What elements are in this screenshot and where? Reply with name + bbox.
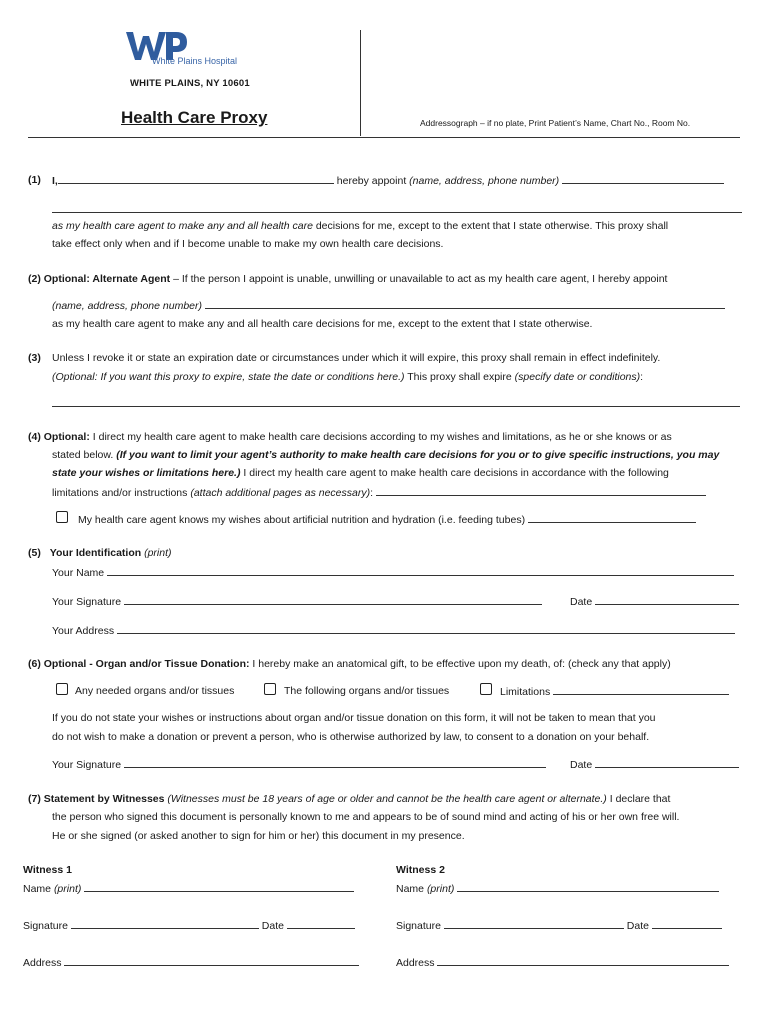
organs-following-label: The following organs and/or tissues bbox=[284, 685, 450, 697]
donation-date-row bbox=[570, 758, 739, 771]
section-4-wishes-hint: state your wishes or limitations here.) bbox=[52, 467, 241, 479]
section-7-declare: I declare that bbox=[609, 793, 671, 805]
section-4-instructions-hint: (If you want to limit your agent’s authority to make health care decisions for you or to give specific instructions, you may bbox=[116, 449, 720, 461]
witness-2-address-label: Address bbox=[396, 957, 435, 969]
section-7-line-1 bbox=[28, 793, 670, 805]
section-6-note-1: If you do not state your wishes or instructions about organ and/or tissue donation on this form, it will not be taken to mean that you bbox=[52, 712, 656, 724]
header-rule bbox=[28, 137, 740, 138]
expiration-field[interactable] bbox=[52, 406, 740, 407]
organs-following-checkbox[interactable] bbox=[264, 683, 276, 695]
section-1-number: (1) bbox=[28, 174, 41, 186]
witness-2-name-row bbox=[396, 882, 719, 895]
your-name-field[interactable] bbox=[107, 566, 734, 576]
section-7-line-3: He or she signed (or asked another to sign for him or her) this document in my presence. bbox=[52, 830, 465, 842]
witness-1-name-row bbox=[23, 882, 354, 895]
section-1-appoint-hint: (name, address, phone number) bbox=[409, 175, 560, 187]
organs-any-checkbox[interactable] bbox=[56, 683, 68, 695]
section-7-hint: (Witnesses must be 18 years of age or older and cannot be the health care agent or alternate.) bbox=[167, 793, 607, 805]
section-3-line-2 bbox=[52, 371, 643, 383]
header-divider bbox=[360, 30, 361, 136]
section-2-line-2 bbox=[52, 299, 725, 312]
section-1-appoint: hereby appoint bbox=[336, 175, 407, 187]
your-address-label: Your Address bbox=[52, 625, 115, 637]
section-6-number: (6) bbox=[28, 658, 41, 670]
section-4-checkbox-line bbox=[78, 513, 696, 526]
section-6-note-2: do not wish to make a donation or prevent a person, who is otherwise authorized by law, to consent to a donation on your behalf. bbox=[52, 731, 650, 743]
witness-1-address-row bbox=[23, 956, 359, 969]
witness-1-signature-label: Signature bbox=[23, 920, 68, 932]
section-5-print-hint: (print) bbox=[144, 547, 172, 559]
witness-1-address-label: Address bbox=[23, 957, 62, 969]
your-name-label: Your Name bbox=[52, 567, 105, 579]
witness-1-name-label: Name bbox=[23, 883, 52, 895]
witness-2-signature-row bbox=[396, 919, 722, 932]
your-date-row bbox=[570, 595, 739, 608]
witness-2-signature-field[interactable] bbox=[444, 919, 624, 929]
addressograph-note: Addressograph – if no plate, Print Patient’s Name, Chart No., Room No. bbox=[420, 118, 691, 128]
witness-1-signature-field[interactable] bbox=[71, 919, 259, 929]
witness-2-title: Witness 2 bbox=[396, 864, 445, 876]
witness-2-address-field[interactable] bbox=[437, 956, 729, 966]
section-2-line-1 bbox=[28, 273, 667, 285]
nutrition-checkbox[interactable] bbox=[56, 511, 68, 523]
your-name-row bbox=[52, 566, 734, 579]
organs-any-label: Any needed organs and/or tissues bbox=[75, 685, 235, 697]
section-4-direct: I direct my health care agent to make health care decisions in accordance with the following bbox=[243, 467, 669, 479]
hospital-name: White Plains Hospital bbox=[152, 56, 238, 66]
organs-limitations-checkbox[interactable] bbox=[480, 683, 492, 695]
organs-limitations-row bbox=[500, 685, 729, 698]
section-3-expire-hint: (specify date or conditions) bbox=[514, 371, 641, 383]
donation-signature-row bbox=[52, 758, 546, 771]
witness-2-name-label: Name bbox=[396, 883, 425, 895]
witness-2-date-label: Date bbox=[626, 920, 649, 932]
hospital-address: WHITE PLAINS, NY 10601 bbox=[130, 78, 250, 89]
section-6-title: Optional - Organ and/or Tissue Donation: bbox=[43, 658, 250, 670]
page-title: Health Care Proxy bbox=[121, 108, 268, 127]
witness-2-name-field[interactable] bbox=[457, 882, 719, 892]
donation-date-label: Date bbox=[570, 759, 593, 771]
section-7-number: (7) bbox=[28, 793, 41, 805]
section-5-title: Your Identification bbox=[49, 547, 142, 559]
section-2-hint: (name, address, phone number) bbox=[52, 300, 202, 312]
witness-2-signature-label: Signature bbox=[396, 920, 441, 932]
section-7-title: Statement by Witnesses bbox=[43, 793, 165, 805]
agent-name-field[interactable] bbox=[58, 174, 334, 184]
witness-2-date-field[interactable] bbox=[652, 919, 722, 929]
your-date-field[interactable] bbox=[595, 595, 739, 605]
section-1-line-2 bbox=[52, 220, 668, 232]
witness-1-date-field[interactable] bbox=[287, 919, 355, 929]
section-2-line-3: as my health care agent to make any and all health care decisions for me, except to the extent that I state otherwise. bbox=[52, 318, 593, 330]
section-4-rest: I direct my health care agent to make health care decisions according to my wishes and limitations, as he or she knows or as bbox=[92, 431, 672, 443]
section-6-line-1 bbox=[28, 658, 671, 670]
section-4-line-1 bbox=[28, 431, 672, 443]
your-address-row bbox=[52, 624, 735, 637]
organs-limitations-field[interactable] bbox=[553, 685, 729, 695]
witness-1-address-field[interactable] bbox=[64, 956, 359, 966]
section-3-number: (3) bbox=[28, 352, 41, 364]
section-5-number: (5) bbox=[28, 547, 41, 559]
your-date-label: Date bbox=[570, 596, 593, 608]
organs-limitations-label: Limitations bbox=[500, 686, 551, 698]
section-4-line-4 bbox=[52, 486, 706, 499]
witness-1-title: Witness 1 bbox=[23, 864, 72, 876]
section-3-line-1: Unless I revoke it or state an expiration date or circumstances under which it will expire, this proxy shall remain in effect indefinitely. bbox=[52, 352, 661, 364]
alternate-agent-field[interactable] bbox=[205, 299, 725, 309]
section-3-optional: (Optional: If you want this proxy to expire, state the date or conditions here.) bbox=[52, 371, 405, 383]
donation-date-field[interactable] bbox=[595, 758, 739, 768]
section-1-line-2-italic: as my health care agent to make any and all health care bbox=[52, 220, 313, 232]
nutrition-checkbox-label: My health care agent knows my wishes about artificial nutrition and hydration (i.e. feeding tubes) bbox=[78, 514, 526, 526]
section-7-line-2: the person who signed this document is personally known to me and appears to be of sound mind and acting of his or her own free will. bbox=[52, 811, 680, 823]
section-2-number: (2) bbox=[28, 273, 41, 285]
section-1-line-3: take effect only when and if I become unable to make my own health care decisions. bbox=[52, 238, 444, 250]
your-address-field[interactable] bbox=[117, 624, 735, 634]
section-4-title: Optional: bbox=[43, 431, 90, 443]
section-2-title: Optional: Alternate Agent bbox=[43, 273, 171, 285]
section-4-line-2 bbox=[52, 449, 719, 461]
nutrition-field[interactable] bbox=[528, 513, 696, 523]
agent-info-field[interactable] bbox=[562, 174, 724, 184]
section-4-stated: stated below. bbox=[52, 449, 114, 461]
limitations-field[interactable] bbox=[376, 486, 706, 496]
witness-1-print-hint: (print) bbox=[53, 883, 82, 895]
section-1-line-2-rest: decisions for me, except to the extent that I state otherwise. This proxy shall bbox=[315, 220, 669, 232]
section-4-line-3 bbox=[52, 467, 669, 479]
section-4-limitations: limitations and/or instructions bbox=[52, 487, 188, 499]
your-signature-row bbox=[52, 595, 542, 608]
your-signature-field[interactable] bbox=[124, 595, 542, 605]
section-4-number: (4) bbox=[28, 431, 41, 443]
your-signature-label: Your Signature bbox=[52, 596, 122, 608]
witness-2-print-hint: (print) bbox=[426, 883, 455, 895]
donation-signature-field[interactable] bbox=[124, 758, 546, 768]
donation-signature-label: Your Signature bbox=[52, 759, 122, 771]
section-1-lead: I, bbox=[52, 175, 58, 187]
section-5-title-line bbox=[28, 547, 172, 559]
section-3-expire: This proxy shall expire bbox=[407, 371, 512, 383]
witness-2-address-row bbox=[396, 956, 729, 969]
agent-info-line-2[interactable] bbox=[52, 212, 742, 213]
section-1-line-1 bbox=[52, 174, 724, 187]
witness-1-date-label: Date bbox=[261, 920, 284, 932]
witness-1-signature-row bbox=[23, 919, 355, 932]
witness-1-name-field[interactable] bbox=[84, 882, 354, 892]
section-2-rest: – If the person I appoint is unable, unwilling or unavailable to act as my health care agent, I hereby appoint bbox=[173, 273, 668, 285]
section-4-colon: : bbox=[370, 487, 374, 499]
section-6-rest: I hereby make an anatomical gift, to be effective upon my death, of: (check any that apply) bbox=[252, 658, 671, 670]
section-4-attach-hint: (attach additional pages as necessary) bbox=[190, 487, 371, 499]
section-3-colon: : bbox=[640, 371, 644, 383]
